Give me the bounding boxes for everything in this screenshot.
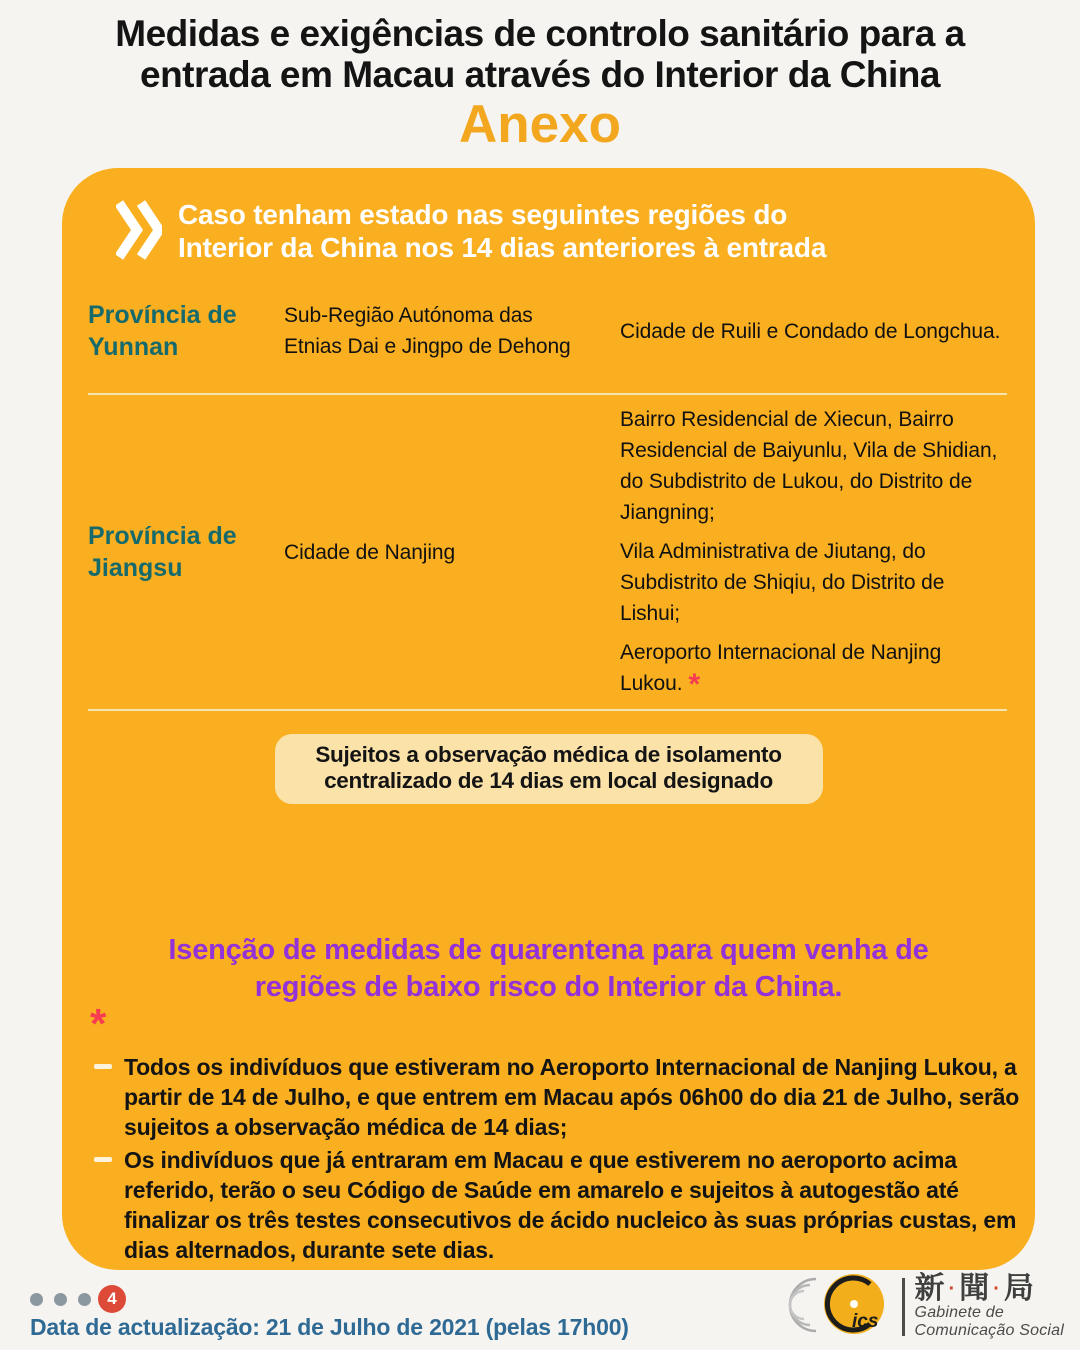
page-dot-icon — [30, 1293, 43, 1306]
area-item: Aeroporto Internacional de Nanjing Lukou. * — [620, 641, 942, 701]
update-date: Data de actualização: 21 de Julho de 2021 (pelas 17h00) — [30, 1314, 629, 1340]
footnote-asterisk-icon: * — [90, 1000, 107, 1047]
logo-name-line2: Comunicação Social — [914, 1321, 1064, 1339]
region-name: Cidade de Nanjing — [284, 540, 456, 564]
row-divider — [88, 709, 1007, 711]
card-header-line1: Caso tenham estado nas seguintes regiões do — [178, 199, 788, 230]
card-header — [116, 198, 995, 265]
asterisk-icon: * — [688, 668, 701, 701]
logo-name-line1: Gabinete de — [914, 1303, 1004, 1321]
region-table — [88, 278, 1007, 720]
logo-divider — [902, 1278, 905, 1336]
exemption-heading — [62, 932, 1035, 1006]
area-list — [620, 404, 1007, 700]
province-name: Província de Jiangsu — [88, 522, 237, 582]
footnote-text: Os indivíduos que já entraram em Macau e que estiverem no aeroporto acima referido, terão o seu Código de Saúde em amarelo e sujeitos à autogestão até finalizar os três testes consecutivos de ácido nucleico às suas próprias custas, em dias alternados, durante sete dias. — [124, 1147, 1017, 1263]
region-name: Sub-Região Autónoma das Etnias Dai e Jingpo de Dehong — [284, 304, 571, 358]
page-title — [0, 0, 1080, 95]
highlight-line1: Sujeitos a observação médica de isolamento — [315, 742, 782, 767]
card-header-title — [178, 198, 826, 264]
exemption-line2: regiões de baixo risco do Interior da China. — [254, 971, 843, 1003]
logo-text — [914, 1271, 1064, 1340]
current-page-badge: 4 — [98, 1285, 126, 1313]
gcs-emblem-icon — [786, 1271, 892, 1342]
subtitle-anexo: Anexo — [459, 95, 621, 155]
exemption-line1: Isenção de medidas de quarentena para quem venha de — [168, 934, 929, 966]
table-row-yunnan — [88, 278, 1007, 384]
table-row-jiangsu — [88, 404, 1007, 700]
quarantine-highlight-box — [275, 734, 823, 804]
footnote-item — [94, 1145, 1035, 1265]
footnote-text: Todos os indivíduos que estiveram no Aeroporto Internacional de Nanjing Lukou, a partir de 14 de Julho, e que entrem em Macau após 06h00 do dia 21 de Julho, serão sujeitos a observação médica de 14 dias; — [124, 1054, 1020, 1140]
footnote-item — [94, 1052, 1035, 1142]
svg-text:ics: ics — [851, 1311, 878, 1332]
footnote-list — [94, 1052, 1035, 1268]
card-header-line2: Interior da China nos 14 dias anteriores à entrada — [178, 232, 827, 263]
page-dot-icon — [54, 1293, 67, 1306]
area-list — [620, 316, 1007, 347]
page-indicator — [30, 1285, 126, 1313]
page-title-line1: Medidas e exigências de controlo sanitário para a — [115, 13, 965, 54]
logo-chinese-name: 新 · 聞 · 局 — [914, 1271, 1035, 1305]
notice-card — [62, 168, 1035, 1270]
dash-bullet-icon — [94, 1064, 112, 1069]
gcs-logo — [786, 1271, 1064, 1342]
row-divider — [88, 393, 1007, 395]
area-item: Vila Administrativa de Jiutang, do Subdistrito de Shiqiu, do Distrito de Lishui; — [620, 540, 945, 625]
double-chevron-right-icon — [116, 200, 162, 265]
province-name: Província de Yunnan — [88, 301, 237, 361]
highlight-line2: centralizado de 14 dias em local designado — [324, 768, 773, 793]
page-dot-icon — [78, 1293, 91, 1306]
area-item: Cidade de Ruili e Condado de Longchua. — [620, 319, 1001, 343]
dash-bullet-icon — [94, 1157, 112, 1162]
page-title-line2: entrada em Macau através do Interior da China — [140, 53, 940, 95]
area-item: Bairro Residencial de Xiecun, Bairro Residencial de Baiyunlu, Vila de Shidian, do Subdistrito de Lukou, do Distrito de Jiangning; — [620, 408, 998, 524]
